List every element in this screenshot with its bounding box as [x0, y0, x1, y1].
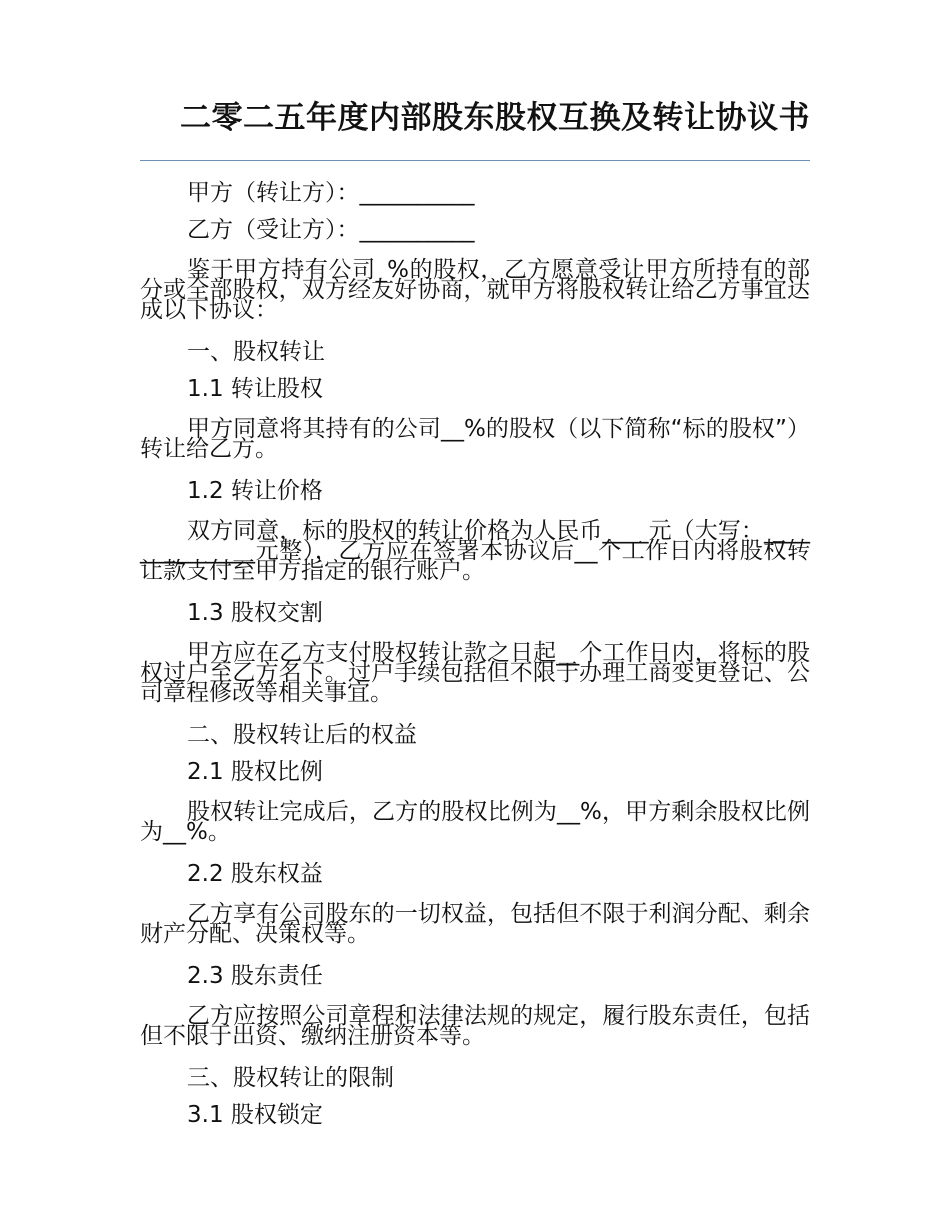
clause-text-2-1: 股权转让完成后，乙方的股权比例为__%，甲方剩余股权比例为__%。 — [140, 799, 810, 845]
party-a-line: 甲方（转让方）：__________ — [187, 180, 475, 206]
clause-heading-2-1: 2.1 股权比例 — [187, 759, 323, 785]
clause-heading-1-1: 1.1 转让股权 — [187, 376, 323, 402]
title-underline — [140, 160, 810, 161]
clause-heading-1-2: 1.2 转让价格 — [187, 478, 323, 504]
preamble-paragraph: 鉴于甲方持有公司_%的股权，乙方愿意受让甲方所持有的部分或全部股权，双方经友好协商，就甲方将股权转让给乙方事宜达成以下协议： — [140, 257, 810, 323]
clause-heading-2-3: 2.3 股东责任 — [187, 963, 323, 989]
section-heading-3: 三、股权转让的限制 — [187, 1065, 394, 1091]
clause-text-1-3: 甲方应在乙方支付股权转让款之日起__个工作日内，将标的股权过户至乙方名下。过户手续包括但不限于办理工商变更登记、公司章程修改等相关事宜。 — [140, 640, 810, 706]
clause-text-2-2: 乙方享有公司股东的一切权益，包括但不限于利润分配、剩余财产分配、决策权等。 — [140, 901, 810, 947]
clause-heading-3-1: 3.1 股权锁定 — [187, 1102, 323, 1128]
section-heading-2: 二、股权转让后的权益 — [187, 722, 417, 748]
clause-heading-1-3: 1.3 股权交割 — [187, 600, 323, 626]
section-heading-1: 一、股权转让 — [187, 339, 325, 365]
document-title: 二零二五年度内部股东股权互换及转让协议书 — [180, 100, 810, 136]
document-body — [140, 178, 810, 1137]
clause-text-1-1: 甲方同意将其持有的公司__%的股权（以下简称“标的股权”）转让给乙方。 — [140, 416, 810, 462]
party-b-line: 乙方（受让方）：__________ — [187, 217, 475, 243]
clause-text-2-3: 乙方应按照公司章程和法律法规的规定，履行股东责任，包括但不限于出资、缴纳注册资本等。 — [140, 1003, 810, 1049]
clause-heading-2-2: 2.2 股东权益 — [187, 861, 323, 887]
clause-text-1-2: 双方同意，标的股权的转让价格为人民币____元（大写：______________元整），乙方应在签署本协议后__个工作日内将股权转让款支付至甲方指定的银行账户。 — [140, 518, 810, 584]
